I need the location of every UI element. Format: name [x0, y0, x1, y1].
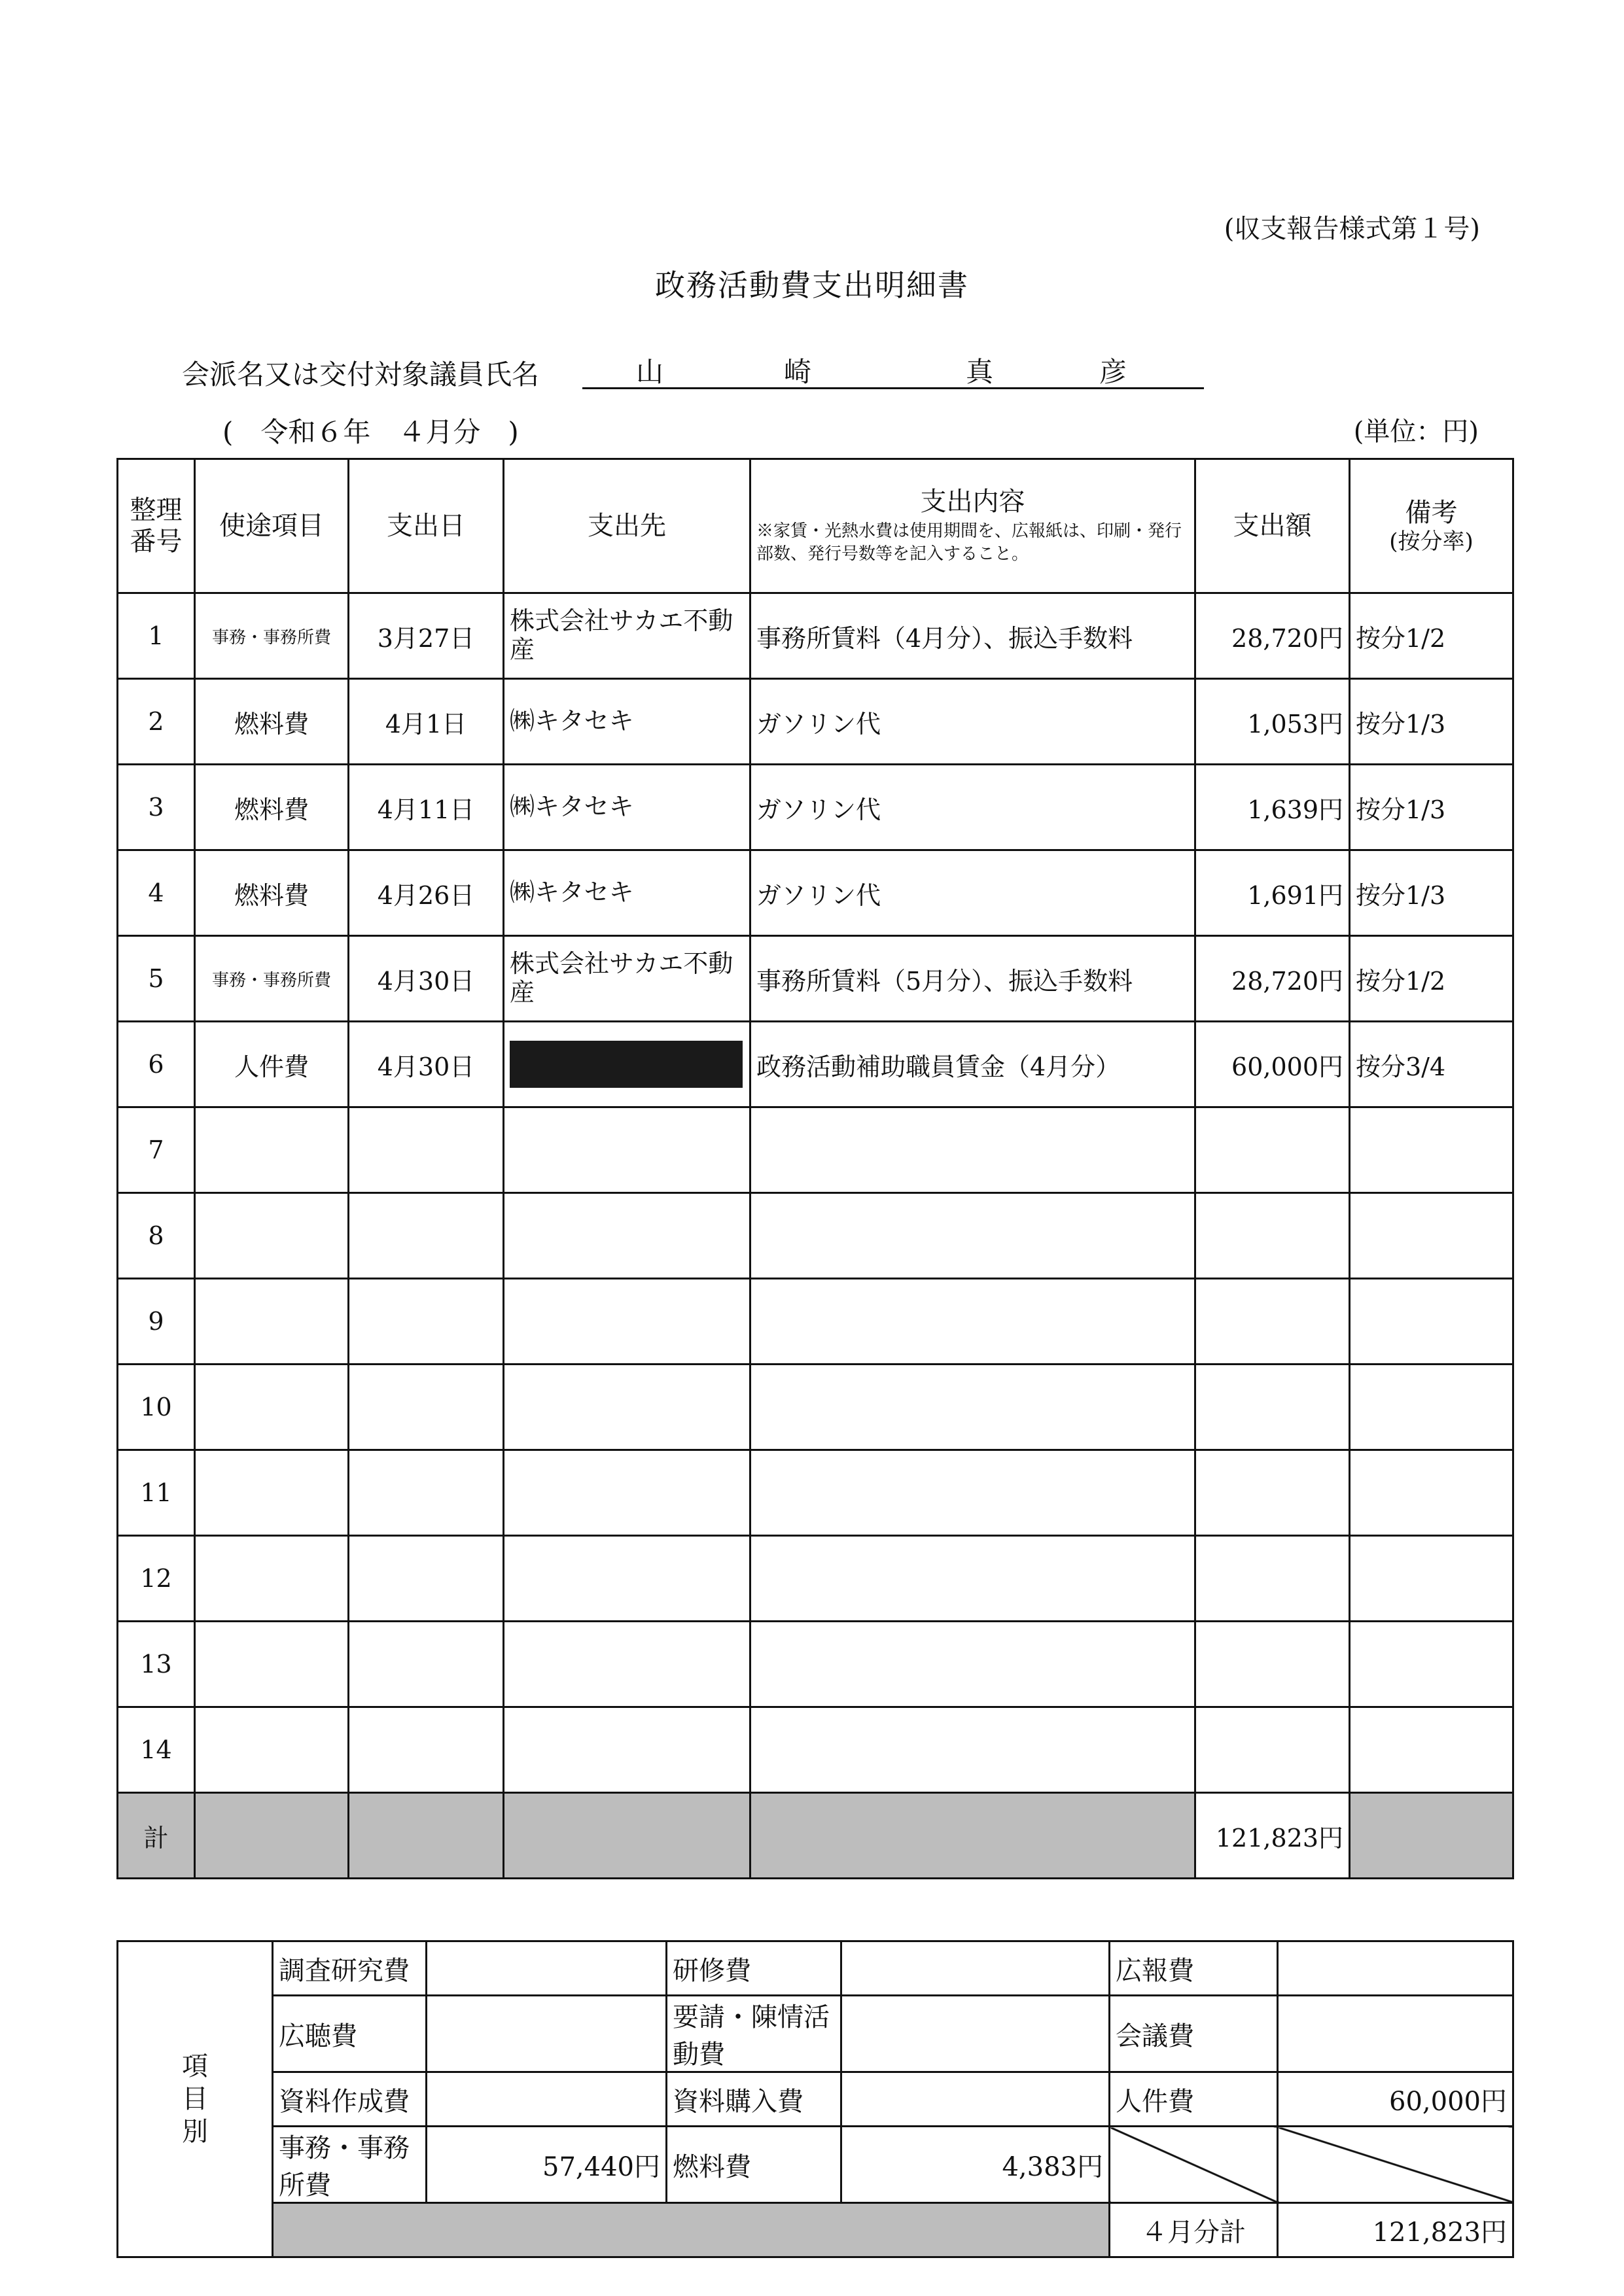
row-payee: ㈱キタセキ	[504, 765, 750, 850]
redaction-block	[510, 1041, 743, 1088]
table-row	[118, 593, 1513, 679]
header-remarks	[1350, 459, 1513, 593]
summary-meeting-label: 会議費	[1110, 1996, 1278, 2072]
row-remarks: 按分1/3	[1350, 765, 1513, 850]
table-row	[118, 1536, 1513, 1622]
row-no: 13	[118, 1622, 195, 1707]
row-no: 6	[118, 1022, 195, 1107]
row-date: 3月27日	[349, 593, 504, 679]
row-payee: 株式会社サカエ不動産	[504, 936, 750, 1022]
table-row	[118, 1365, 1513, 1450]
row-no: 8	[118, 1193, 195, 1279]
table-row	[118, 936, 1513, 1022]
row-date: 4月30日	[349, 1022, 504, 1107]
header-category: 使途項目	[195, 459, 349, 593]
row-no: 10	[118, 1365, 195, 1450]
header-description	[750, 459, 1195, 593]
name-label: 会派名又は交付対象議員氏名	[182, 358, 540, 391]
summary-research-label: 調査研究費	[273, 1941, 427, 1996]
row-payee: ㈱キタセキ	[504, 850, 750, 936]
report-period: ( 令和６年 ４月分 )	[222, 416, 519, 448]
row-no: 11	[118, 1450, 195, 1536]
summary-fuel-amount: 4,383円	[841, 2127, 1110, 2203]
row-no: 9	[118, 1279, 195, 1365]
row-description: ガソリン代	[750, 765, 1195, 850]
summary-month-total-amount: 121,823円	[1278, 2203, 1513, 2257]
row-date: 4月26日	[349, 850, 504, 936]
summary-month-total-label: ４月分計	[1110, 2203, 1278, 2257]
summary-office-label: 事務・事務所費	[273, 2127, 427, 2203]
row-no: 3	[118, 765, 195, 850]
row-no: 5	[118, 936, 195, 1022]
header-remarks-sub: (按分率)	[1389, 528, 1474, 555]
summary-hearing-label: 広聴費	[273, 1996, 427, 2072]
category-summary-table	[116, 1940, 1514, 2258]
row-category: 燃料費	[195, 679, 349, 765]
table-row	[118, 1279, 1513, 1365]
name-char: 彦	[1099, 356, 1127, 388]
header-amount: 支出額	[1195, 459, 1350, 593]
row-description: ガソリン代	[750, 850, 1195, 936]
member-name	[582, 351, 1204, 389]
row-no: 1	[118, 593, 195, 679]
row-category: 燃料費	[195, 850, 349, 936]
header-no: 整理番号	[118, 459, 195, 593]
table-row	[118, 679, 1513, 765]
header-date: 支出日	[349, 459, 504, 593]
row-category: 事務・事務所費	[195, 936, 349, 1022]
row-category: 人件費	[195, 1022, 349, 1107]
header-remarks-title: 備考	[1405, 497, 1458, 528]
table-row	[118, 1707, 1513, 1793]
name-char: 崎	[784, 356, 812, 388]
row-amount: 60,000円	[1195, 1022, 1350, 1107]
header-description-note: ※家賃・光熱水費は使用期間を、広報紙は、印刷・発行部数、発行号数等を記入すること。	[756, 521, 1182, 564]
summary-materials-buy-label: 資料購入費	[667, 2072, 841, 2127]
row-category: 事務・事務所費	[195, 593, 349, 679]
row-payee: 株式会社サカエ不動産	[504, 593, 750, 679]
row-amount: 1,691円	[1195, 850, 1350, 936]
row-date: 4月30日	[349, 936, 504, 1022]
row-description: 事務所賃料（4月分）、振込手数料	[750, 593, 1195, 679]
summary-materials-make-label: 資料作成費	[273, 2072, 427, 2127]
document-title: 政務活動費支出明細書	[655, 268, 969, 303]
summary-personnel-label: 人件費	[1110, 2072, 1278, 2127]
row-remarks: 按分1/3	[1350, 679, 1513, 765]
table-row	[118, 765, 1513, 850]
total-row	[118, 1793, 1513, 1879]
summary-personnel-amount: 60,000円	[1278, 2072, 1513, 2127]
summary-side-label: 項目別	[118, 1941, 273, 2257]
summary-training-label: 研修費	[667, 1941, 841, 1996]
table-header-row	[118, 459, 1513, 593]
table-row	[118, 850, 1513, 936]
table-row	[118, 1022, 1513, 1107]
row-date: 4月1日	[349, 679, 504, 765]
row-amount: 1,639円	[1195, 765, 1350, 850]
row-description: 事務所賃料（5月分）、振込手数料	[750, 936, 1195, 1022]
header-description-title: 支出内容	[920, 486, 1025, 517]
row-no: 2	[118, 679, 195, 765]
row-amount: 28,720円	[1195, 936, 1350, 1022]
summary-fuel-label: 燃料費	[667, 2127, 841, 2203]
row-remarks: 按分1/2	[1350, 936, 1513, 1022]
row-amount: 28,720円	[1195, 593, 1350, 679]
summary-petition-label: 要請・陳情活動費	[667, 1996, 841, 2072]
unit-label: (単位：円)	[1353, 417, 1479, 447]
row-no: 12	[118, 1536, 195, 1622]
expense-table	[116, 458, 1514, 1879]
row-no: 4	[118, 850, 195, 936]
form-number: (収支報告様式第１号)	[1224, 214, 1480, 244]
row-category: 燃料費	[195, 765, 349, 850]
summary-shaded-area	[273, 2203, 1110, 2257]
total-label: 計	[118, 1793, 195, 1879]
row-date: 4月11日	[349, 765, 504, 850]
row-description: 政務活動補助職員賃金（4月分）	[750, 1022, 1195, 1107]
table-row	[118, 1450, 1513, 1536]
table-row	[118, 1622, 1513, 1707]
summary-office-amount: 57,440円	[427, 2127, 667, 2203]
row-payee: ㈱キタセキ	[504, 679, 750, 765]
row-description: ガソリン代	[750, 679, 1195, 765]
summary-pr-label: 広報費	[1110, 1941, 1278, 1996]
row-remarks: 按分1/3	[1350, 850, 1513, 936]
table-row	[118, 1107, 1513, 1193]
row-no: 14	[118, 1707, 195, 1793]
header-payee: 支出先	[504, 459, 750, 593]
row-remarks: 按分1/2	[1350, 593, 1513, 679]
table-row	[118, 1193, 1513, 1279]
row-remarks: 按分3/4	[1350, 1022, 1513, 1107]
row-no: 7	[118, 1107, 195, 1193]
total-amount: 121,823円	[1195, 1793, 1350, 1879]
summary-empty-slash	[1110, 2127, 1278, 2203]
name-char: 真	[966, 356, 994, 388]
name-char: 山	[636, 356, 664, 388]
summary-empty-slash	[1278, 2127, 1513, 2203]
row-amount: 1,053円	[1195, 679, 1350, 765]
row-payee-redacted	[504, 1022, 750, 1107]
